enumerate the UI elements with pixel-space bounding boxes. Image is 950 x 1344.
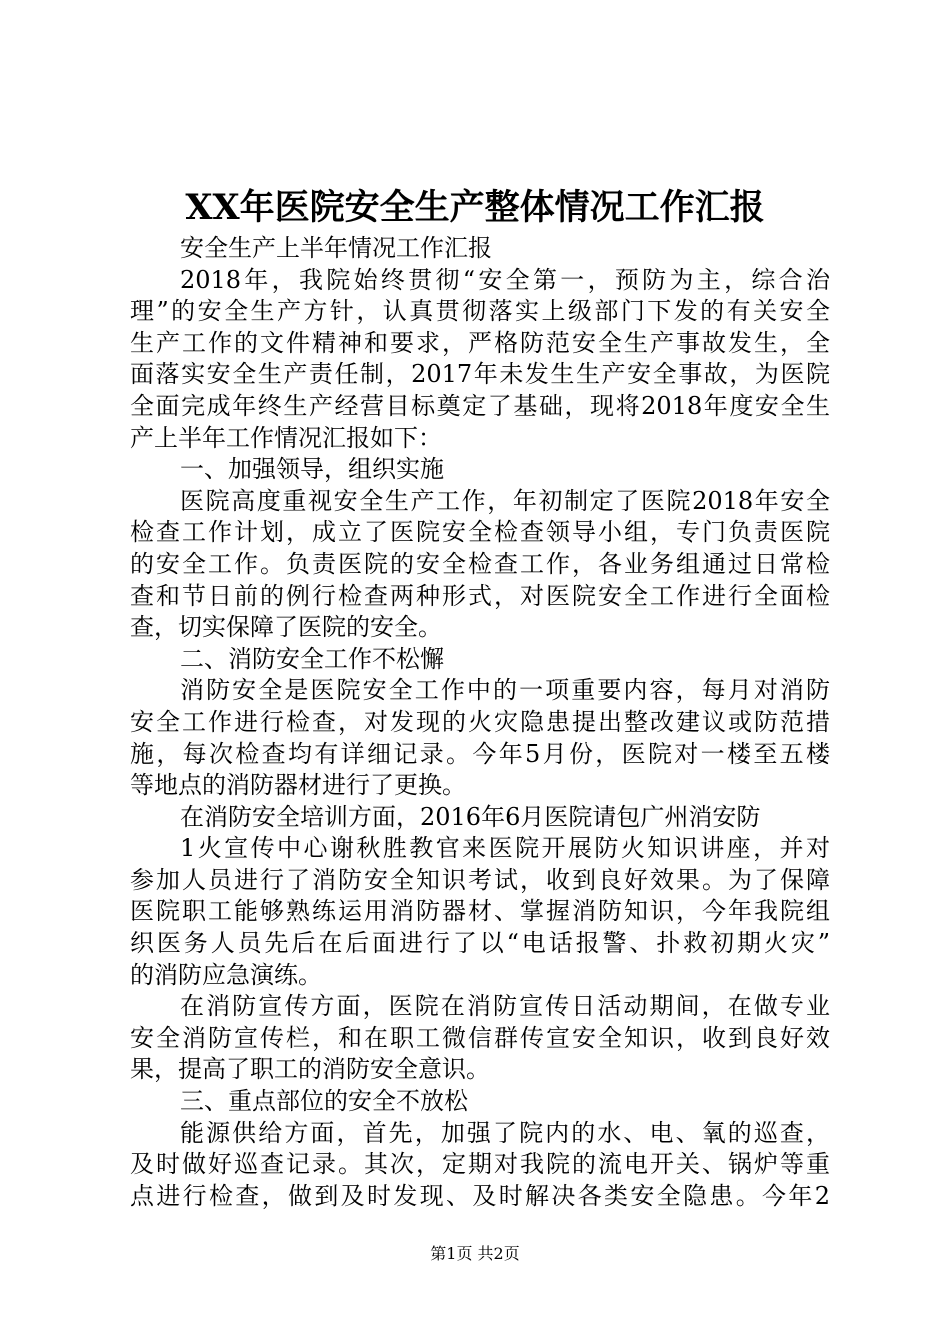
text-line: 查和节日前的例行检查两种形式，对医院安全工作进行全面检 bbox=[130, 581, 830, 610]
text-line: 面落实安全生产责任制，2017年未发生生产安全事故，为医院 bbox=[130, 360, 830, 389]
text-line: 在消防安全培训方面，2016年6月医院请包广州消安防 bbox=[180, 802, 761, 831]
text-line: 的消防应急演练。 bbox=[130, 960, 322, 989]
text-line: 二、消防安全工作不松懈 bbox=[180, 644, 444, 673]
text-line: 能源供给方面，首先，加强了院内的水、电、氧的巡查， bbox=[180, 1118, 830, 1147]
text-line: 参加人员进行了消防安全知识考试，收到良好效果。为了保障 bbox=[130, 865, 830, 894]
document-body bbox=[130, 233, 830, 1212]
text-line: 施，每次检查均有详细记录。今年5月份，医院对一楼至五楼 bbox=[130, 739, 830, 768]
text-line: 1火宣传中心谢秋胜教官来医院开展防火知识讲座，并对 bbox=[180, 834, 830, 863]
text-line: 消防安全是医院安全工作中的一项重要内容，每月对消防 bbox=[180, 676, 830, 705]
text-line: 的安全工作。负责医院的安全检查工作，各业务组通过日常检 bbox=[130, 549, 830, 578]
text-line: 及时做好巡查记录。其次，定期对我院的流电开关、锅炉等重 bbox=[130, 1150, 830, 1179]
text-line: 织医务人员先后在后面进行了以“电话报警、扑救初期火灾” bbox=[130, 929, 830, 958]
text-line: 医院职工能够熟练运用消防器材、掌握消防知识，今年我院组 bbox=[130, 897, 830, 926]
text-line: 2018年，我院始终贯彻“安全第一，预防为主，综合治 bbox=[180, 265, 830, 294]
text-line: 三、重点部位的安全不放松 bbox=[180, 1087, 468, 1116]
text-line: 产上半年工作情况汇报如下： bbox=[130, 423, 442, 452]
text-line: 查，切实保障了医院的安全。 bbox=[130, 613, 442, 642]
text-line: 安全工作进行检查，对发现的火灾隐患提出整改建议或防范措 bbox=[130, 707, 830, 736]
text-line: 点进行检查，做到及时发现、及时解决各类安全隐患。今年2 bbox=[130, 1181, 830, 1210]
document-title: XX年医院安全生产整体情况工作汇报 bbox=[185, 187, 765, 228]
text-line: 安全生产上半年情况工作汇报 bbox=[180, 234, 492, 262]
text-line: 一、加强领导，组织实施 bbox=[180, 455, 444, 484]
text-line: 等地点的消防器材进行了更换。 bbox=[130, 771, 466, 800]
text-line: 理”的安全生产方针，认真贯彻落实上级部门下发的有关安全 bbox=[130, 297, 830, 326]
text-line: 医院高度重视安全生产工作，年初制定了医院2018年安全 bbox=[180, 486, 830, 515]
text-line: 在消防宣传方面，医院在消防宣传日活动期间，在做专业 bbox=[180, 992, 830, 1021]
text-line: 检查工作计划，成立了医院安全检查领导小组，专门负责医院 bbox=[130, 518, 830, 547]
text-line: 果，提高了职工的消防安全意识。 bbox=[130, 1055, 490, 1084]
text-line: 安全消防宣传栏，和在职工微信群传宣安全知识，收到良好效 bbox=[130, 1023, 830, 1052]
text-line: 生产工作的文件精神和要求，严格防范安全生产事故发生，全 bbox=[130, 328, 830, 357]
text-line: 全面完成年终生产经营目标奠定了基础，现将2018年度安全生 bbox=[130, 391, 830, 420]
page-footer: 第1页 共2页 bbox=[430, 1244, 520, 1263]
